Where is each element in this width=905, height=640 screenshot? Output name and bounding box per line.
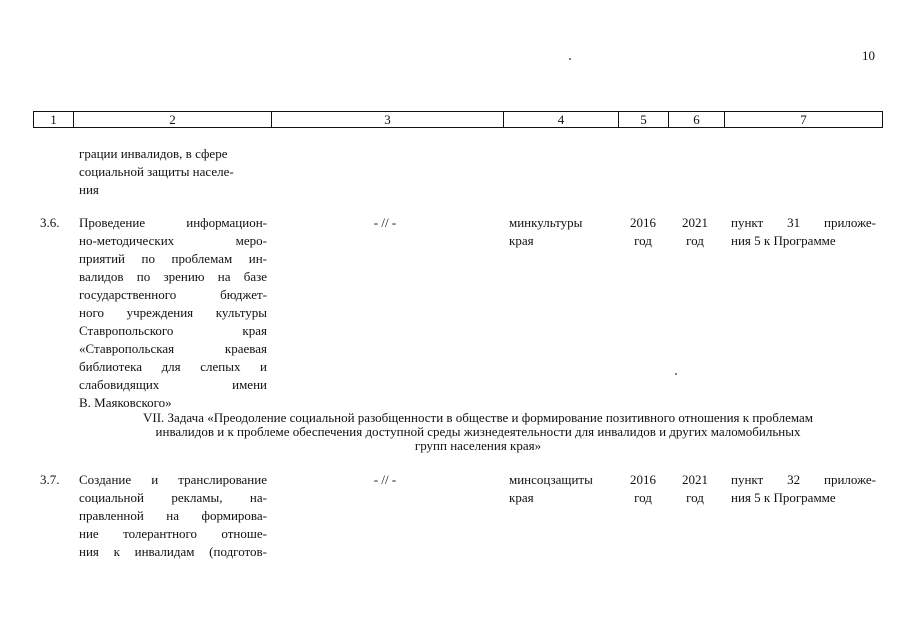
column-number-header: [33, 111, 883, 128]
description-line: В. Маяковского»: [79, 395, 172, 410]
end-year-line: год: [686, 490, 704, 505]
column-number-6: 6: [669, 112, 725, 127]
section-title-line: инвалидов и к проблеме обеспечения доступной среды жизнедеятельности для инвалидов и других маломобильных: [155, 424, 801, 439]
description-line: «Ставропольская краевая: [79, 341, 267, 356]
description-line: социальной рекламы, на-: [79, 490, 267, 505]
description-line: Создание и транслирование: [79, 472, 267, 487]
responsible-line: минсоцзащиты: [509, 472, 593, 487]
start-year-line: год: [634, 233, 652, 248]
responsible-line: края: [509, 490, 534, 505]
row-3-7-reference: [731, 471, 876, 507]
column-number-4: 4: [504, 112, 619, 127]
row-3-6-executor-ref: - // -: [373, 215, 397, 230]
section-7-title: [60, 411, 896, 453]
continuation-line: ния: [79, 182, 99, 197]
reference-line: ния 5 к Программе: [731, 233, 836, 248]
description-line: библиотека для слепых и: [79, 359, 267, 374]
description-line: но-методических меро-: [79, 233, 267, 248]
start-year-line: 2016: [630, 472, 656, 487]
description-line: государственного бюджет-: [79, 287, 267, 302]
row-3-6-end-year: [673, 214, 717, 250]
row-3-6-number: 3.6.: [40, 215, 60, 230]
end-year-line: 2021: [682, 472, 708, 487]
column-number-2: 2: [74, 112, 272, 127]
description-line: ние толерантного отноше-: [79, 526, 267, 541]
row-3-7-end-year: [673, 471, 717, 507]
responsible-line: минкультуры: [509, 215, 583, 230]
reference-line: ния 5 к Программе: [731, 490, 836, 505]
description-line: правленной на формирова-: [79, 508, 267, 523]
scan-speck: [569, 58, 571, 60]
description-line: слабовидящих имени: [79, 377, 267, 392]
row-3-6-description: [79, 214, 267, 412]
description-line: валидов по зрению на базе: [79, 269, 267, 284]
row-3-7-number: 3.7.: [40, 472, 60, 487]
continuation-description: [79, 145, 269, 199]
description-line: ного учреждения культуры: [79, 305, 267, 320]
description-line: приятий по проблемам ин-: [79, 251, 267, 266]
reference-line: пункт 32 приложе-: [731, 472, 876, 487]
start-year-line: год: [634, 490, 652, 505]
page-number: 10: [862, 48, 875, 63]
scan-speck: [675, 373, 677, 375]
description-line: Проведение информацион-: [79, 215, 267, 230]
start-year-line: 2016: [630, 215, 656, 230]
row-3-6-responsible: [509, 214, 619, 250]
continuation-line: грации инвалидов, в сфере: [79, 146, 228, 161]
continuation-line: социальной защиты населе-: [79, 164, 234, 179]
section-title-line: групп населения края»: [414, 438, 542, 453]
column-number-3: 3: [272, 112, 504, 127]
row-3-7-executor-ref: - // -: [373, 472, 397, 487]
end-year-line: год: [686, 233, 704, 248]
description-line: Ставропольского края: [79, 323, 267, 338]
row-3-7-responsible: [509, 471, 619, 507]
row-3-7-start-year: [621, 471, 665, 507]
row-3-6-start-year: [621, 214, 665, 250]
section-title-line: VII. Задача «Преодоление социальной разобщенности в обществе и формирование позитивного отношения к проблемам: [142, 410, 813, 425]
column-number-1: 1: [34, 112, 74, 127]
row-3-7-description: [79, 471, 267, 561]
row-3-6-reference: [731, 214, 876, 250]
description-line: ния к инвалидам (подготов-: [79, 544, 267, 559]
column-number-7: 7: [800, 112, 807, 127]
column-number-5: 5: [619, 112, 669, 127]
end-year-line: 2021: [682, 215, 708, 230]
reference-line: пункт 31 приложе-: [731, 215, 876, 230]
responsible-line: края: [509, 233, 534, 248]
